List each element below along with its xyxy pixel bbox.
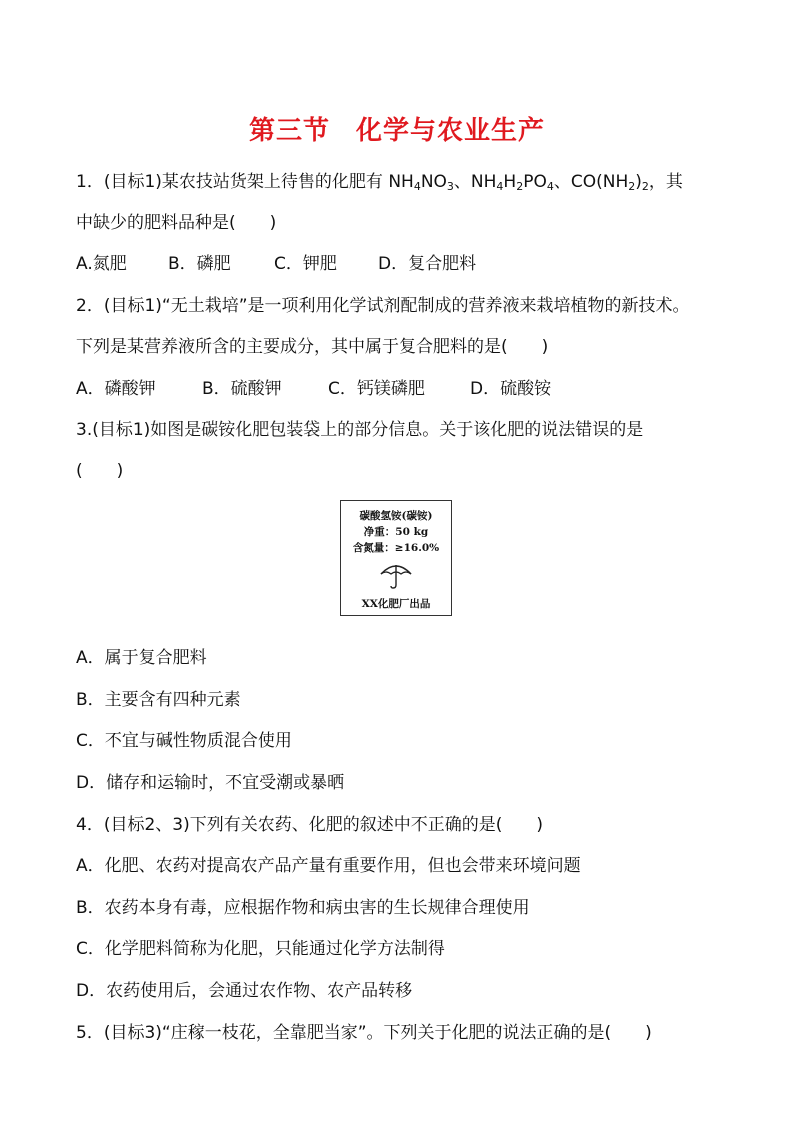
question-2-option-c[interactable]: C．钙镁磷肥 (328, 379, 425, 399)
question-2-stem-line2: 下列是某营养液所含的主要成分，其中属于复合肥料的是( ) (76, 337, 549, 357)
question-3-option-c[interactable]: C．不宜与碱性物质混合使用 (76, 731, 292, 751)
question-5-stem: 5．(目标3)“庄稼一枝花，全靠肥当家”。下列关于化肥的说法正确的是( ) (76, 1023, 652, 1043)
question-3-stem: 3.(目标1)如图是碳铵化肥包装袋上的部分信息。关于该化肥的说法错误的是 (76, 420, 644, 440)
question-1-option-a[interactable]: A.氮肥 (76, 254, 127, 274)
label-nitrogen-content: 含氮量：≥16.0% (352, 542, 440, 554)
question-1-stem: 1．(目标1)某农技站货架上待售的化肥有 $NH_4NO_3$、$NH_4H_2PO_4$、$CO(NH_2)_2$，其 (76, 172, 683, 193)
question-1-option-d[interactable]: D．复合肥料 (378, 254, 477, 274)
section-title: 化学与农业生产 (356, 116, 546, 146)
question-2-options (76, 377, 551, 401)
question-3-option-d[interactable]: D．储存和运输时，不宜受潮或暴晒 (76, 773, 345, 793)
section-number: 第三节 (248, 116, 330, 146)
question-3-stem-line2: ( ) (76, 461, 124, 481)
page-title (0, 110, 794, 147)
question-4-option-d[interactable]: D．农药使用后，会通过农作物、农产品转移 (76, 981, 413, 1001)
question-1-stem-line2: 中缺少的肥料品种是( ) (76, 213, 277, 233)
label-net-weight: 净重：50 kg (363, 526, 429, 538)
question-3-option-b[interactable]: B．主要含有四种元素 (76, 690, 241, 710)
question-1-option-b[interactable]: B．磷肥 (168, 254, 231, 274)
question-2-option-b[interactable]: B．硫酸钾 (202, 379, 282, 399)
question-4-stem: 4．(目标2、3)下列有关农药、化肥的叙述中不正确的是( ) (76, 815, 543, 835)
fertilizer-bag-label (340, 500, 452, 616)
question-2-stem: 2．(目标1)“无土栽培”是一项利用化学试剂配制成的营养液来栽培植物的新技术。 (76, 296, 690, 316)
question-3-option-a[interactable]: A．属于复合肥料 (76, 648, 207, 668)
label-manufacturer: XX化肥厂出品 (361, 598, 431, 610)
question-4-option-b[interactable]: B．农药本身有毒，应根据作物和病虫害的生长规律合理使用 (76, 898, 530, 918)
question-1-options (76, 252, 476, 276)
question-4-option-a[interactable]: A．化肥、农药对提高农产品产量有重要作用，但也会带来环境问题 (76, 856, 581, 876)
question-2-option-d[interactable]: D．硫酸铵 (470, 379, 552, 399)
label-product-name: 碳酸氢铵(碳铵) (359, 510, 433, 522)
question-4-option-c[interactable]: C．化学肥料简称为化肥，只能通过化学方法制得 (76, 939, 445, 959)
question-1-option-c[interactable]: C．钾肥 (274, 254, 337, 274)
question-2-option-a[interactable]: A．磷酸钾 (76, 379, 156, 399)
umbrella-icon (378, 560, 414, 590)
fertilizer-formulas: $NH_4NO_3$、$NH_4H_2PO_4$、$CO(NH_2)_2$ (388, 172, 649, 193)
